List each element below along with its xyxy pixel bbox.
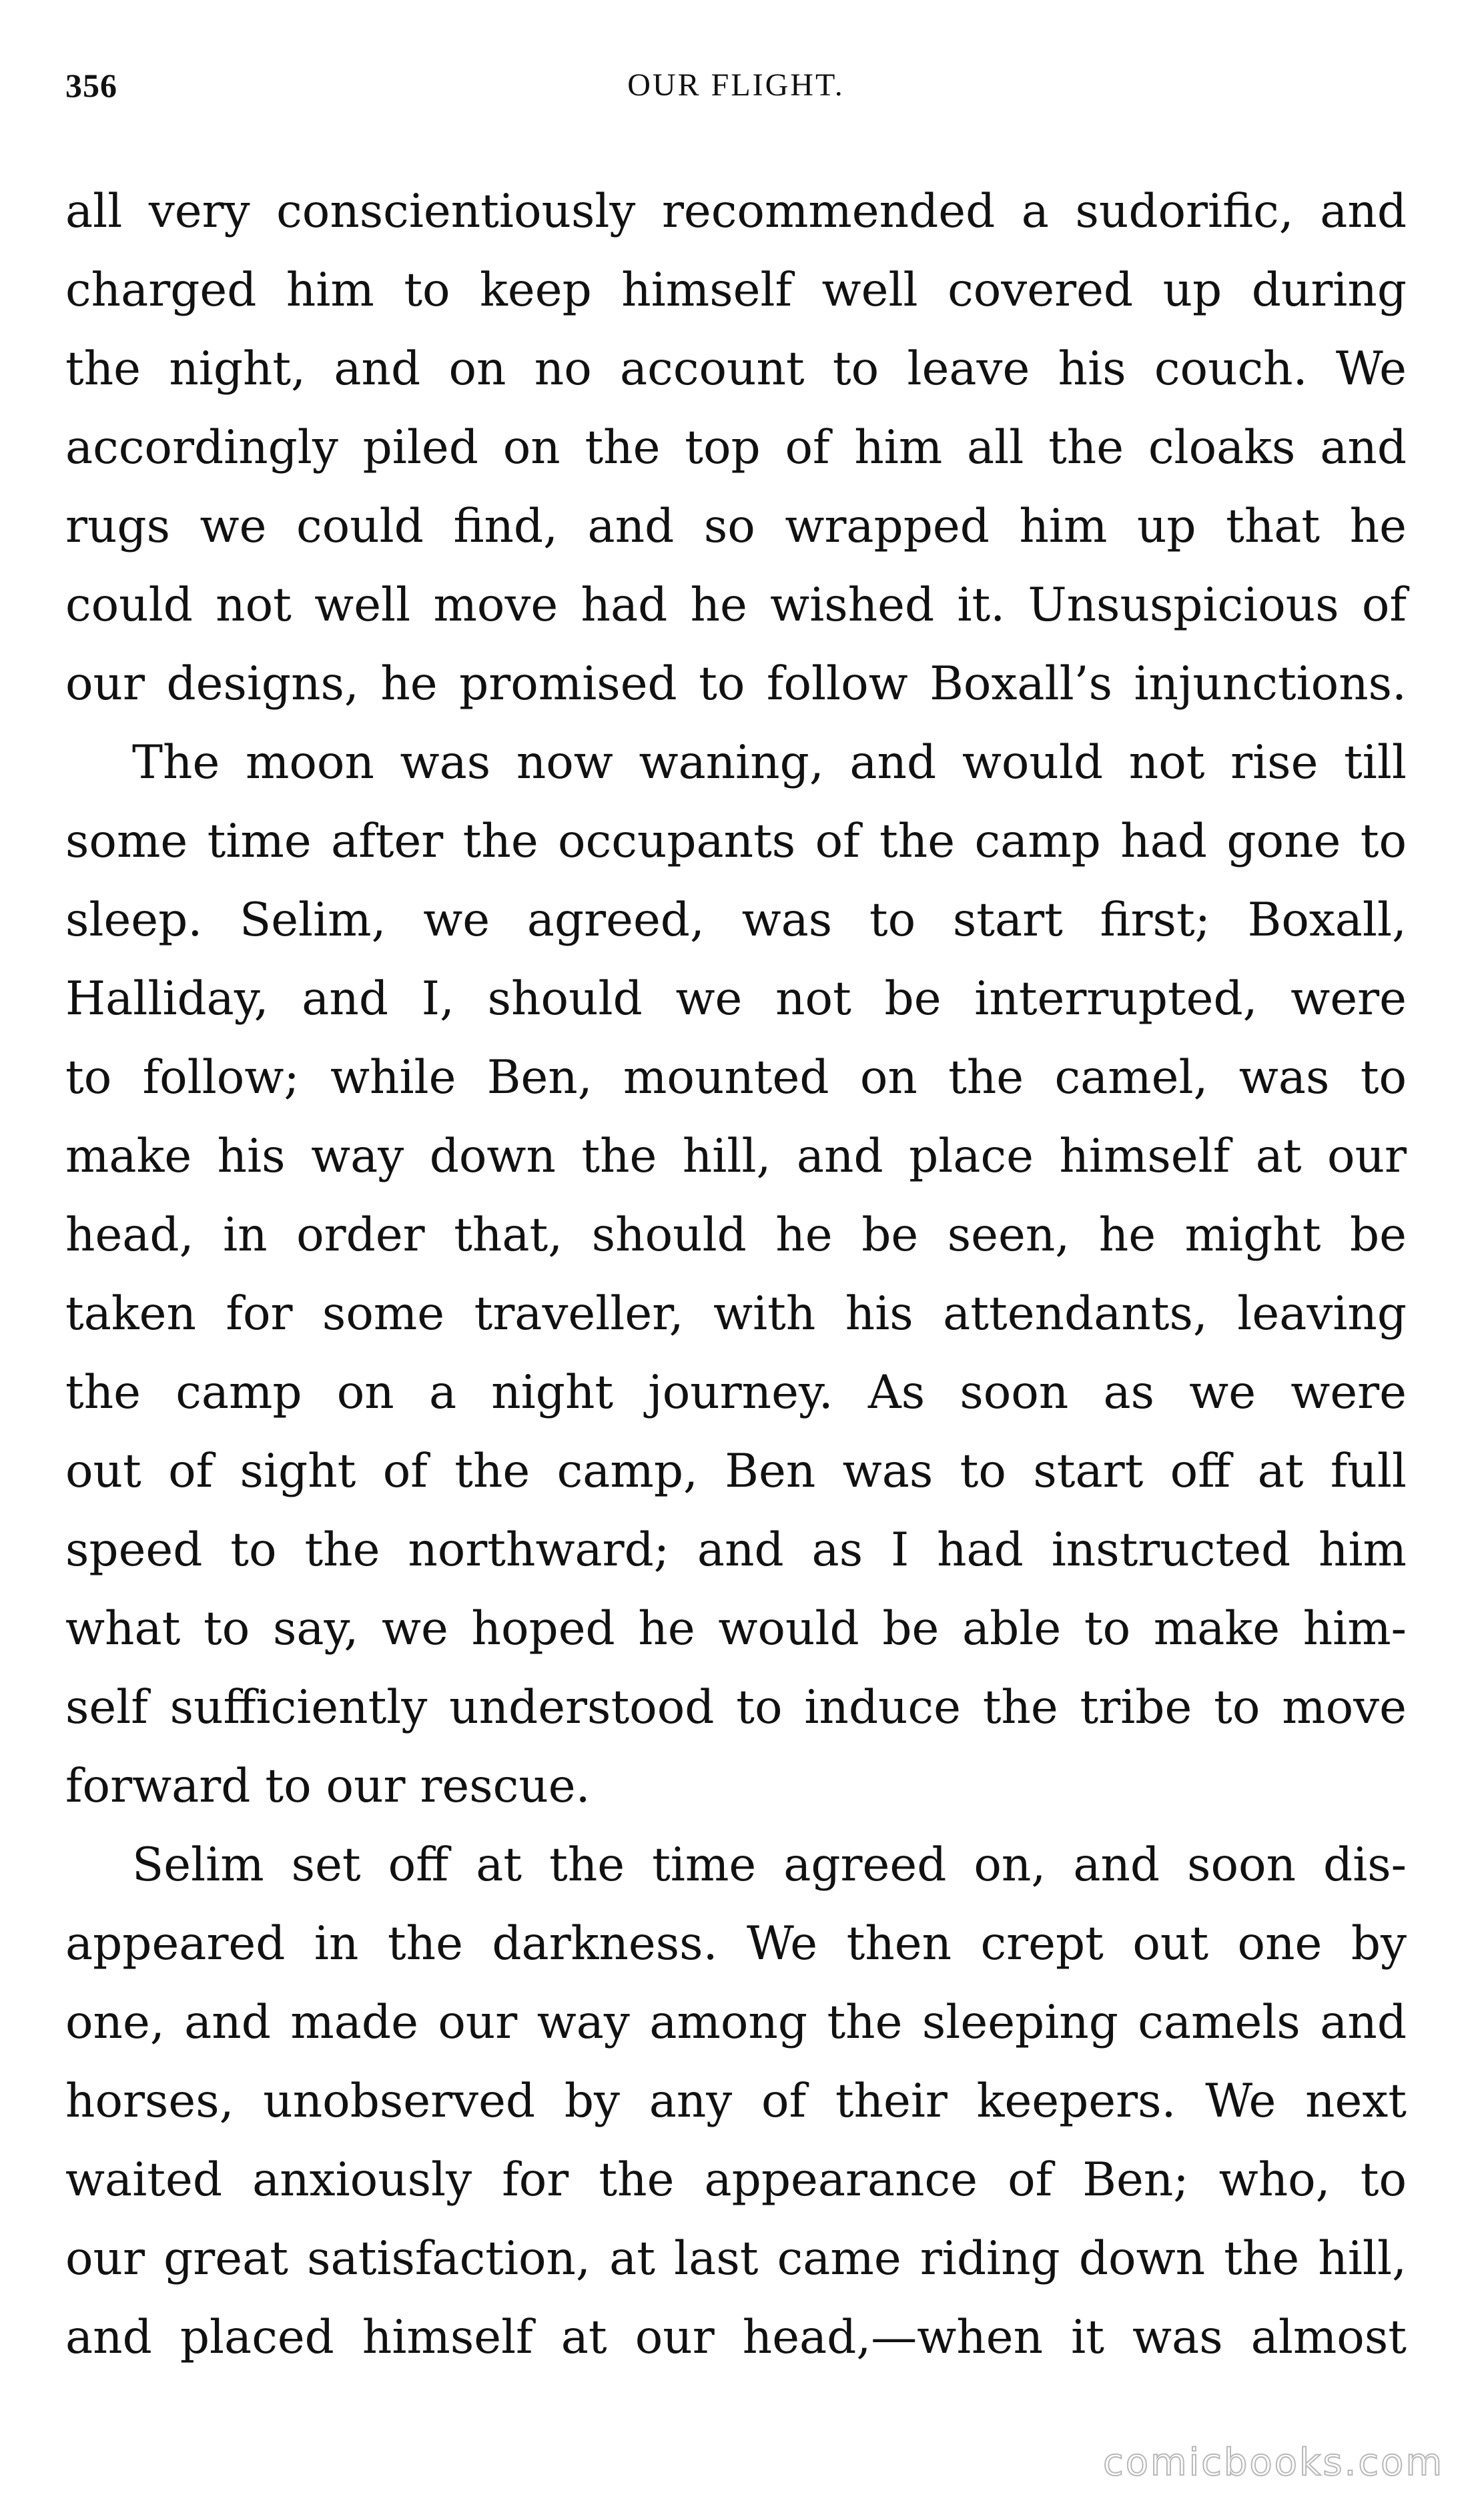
text-line: some time after the occupants of the camp had gone to xyxy=(65,815,1407,868)
paragraph-2 xyxy=(65,723,1407,1826)
text-line: one, and made our way among the sleeping camels and xyxy=(65,1996,1407,2049)
text-line: could not well move had he wished it. Unsuspicious of xyxy=(65,579,1407,632)
body-text xyxy=(65,172,1407,2377)
page-number: 356 xyxy=(65,67,117,104)
text-line: our great satisfaction, at last came riding down the hill, xyxy=(65,2232,1407,2285)
text-line: make his way down the hill, and place himself at our xyxy=(65,1130,1407,1183)
text-line: rugs we could find, and so wrapped him up that he xyxy=(65,500,1407,553)
running-head: OUR FLIGHT. xyxy=(627,67,845,103)
text-line: The moon was now waning, and would not rise till xyxy=(132,736,1407,789)
text-line: horses, unobserved by any of their keepers. We next xyxy=(65,2075,1407,2128)
text-line: and placed himself at our head,—when it was almost xyxy=(65,2311,1407,2364)
text-line: forward to our rescue. xyxy=(65,1760,591,1813)
text-line: accordingly piled on the top of him all the cloaks and xyxy=(65,421,1407,474)
text-line: speed to the northward; and as I had instructed him xyxy=(65,1523,1407,1577)
text-line: all very conscientiously recommended a sudorific, and xyxy=(65,185,1407,238)
text-line: charged him to keep himself well covered up during xyxy=(65,264,1407,317)
text-line: Selim set off at the time agreed on, and soon dis- xyxy=(132,1838,1407,1892)
text-line: taken for some traveller, with his attendants, leaving xyxy=(65,1287,1407,1341)
text-line: our designs, he promised to follow Boxall’s injunctions. xyxy=(65,657,1407,711)
text-line: sleep. Selim, we agreed, was to start first; Boxall, xyxy=(65,893,1407,947)
text-line: the camp on a night journey. As soon as we were xyxy=(65,1366,1407,1419)
text-line: appeared in the darkness. We then crept out one by xyxy=(65,1917,1407,1970)
text-line: to follow; while Ben, mounted on the camel, was to xyxy=(65,1051,1407,1104)
paragraph-3 xyxy=(65,1826,1407,2377)
text-line: out of sight of the camp, Ben was to start off at full xyxy=(65,1445,1407,1498)
text-line: head, in order that, should he be seen, he might be xyxy=(65,1208,1407,1262)
text-line: self sufficiently understood to induce the tribe to move xyxy=(65,1681,1407,1734)
page-header xyxy=(65,59,1407,112)
paragraph-1 xyxy=(65,172,1407,723)
text-line: what to say, we hoped he would be able to make him- xyxy=(65,1602,1407,1656)
text-line: waited anxiously for the appearance of Ben; who, to xyxy=(65,2153,1407,2207)
text-line: Halliday, and I, should we not be interrupted, were xyxy=(65,972,1407,1026)
text-line: the night, and on no account to leave his couch. We xyxy=(65,342,1407,396)
watermark: comicbooks.com xyxy=(1102,2441,1444,2484)
